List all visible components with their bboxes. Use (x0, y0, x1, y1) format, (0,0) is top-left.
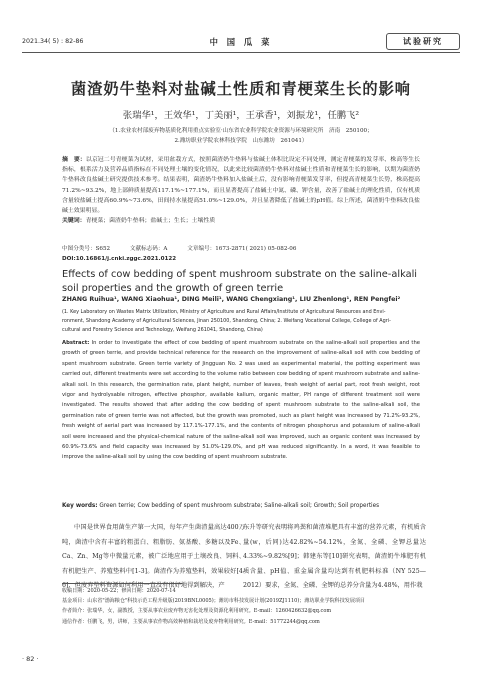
abstract-cn-label: 摘 要： (62, 156, 86, 163)
issue-info: 2021.34( 5) : 82-86 (22, 38, 84, 45)
affiliation-line: cultural and Forestry Science and Technology, Weifang 261041, Shandong, China) (62, 327, 263, 334)
affiliations-cn (30, 127, 452, 146)
body-column-left: 中国是世界食用菌生产第一大国，每年产生菌渣量高达400万吨，菌渣中含有丰富的粗蛋白、粗脂肪、氨基酸、多糖以及Fe、Ca、Zn、Mg等中微量元素，被广泛地应用于土壤改良、饲料、有机肥生产、养殖垫料中[1-3]。菌渣作为养殖垫料，效果较好[4-6]，但废弃垫料资源如何利用一直没有很好地得到解决，产 (62, 524, 245, 590)
article-number: 文章编号：1673-2871( 2021) 05-082-06 (187, 246, 297, 252)
running-header (22, 33, 460, 51)
abstract-cn (62, 155, 420, 226)
paper-title-en: Effects of cow bedding of spent mushroom substrate on the saline-alkali soil properties and the growth of green terrie (62, 269, 418, 295)
footnote-funding: 基金项目：山东省"渤海粮仓"科技示范工程升级版(2019BNL0005)；潍坊市科技发展计划(2019ZJ1110)；潍坊职业学院科技发展项目 (62, 598, 365, 605)
abstract-en-label: Abstract: (62, 340, 90, 346)
header-rule (22, 52, 460, 53)
authors-en: ZHANG Ruihua¹, WANG Xiaohua¹, DING Meili¹, WANG Chengxiang¹, LIU Zhenlong¹, REN Pengfei² (62, 296, 401, 303)
affiliation-line: (1. Key Laboratory on Wastes Matrix Utilization, Ministry of Agriculture and Rural Affairs/Institute of Agricultural Resources and Envi- (62, 309, 386, 315)
clc-number: 中图分类号：S652 (62, 246, 111, 252)
body-column-right: 东升等研究表明将鸡粪和菌渣堆肥具有丰富的营养元素，有机质含量(w，后同)达42.82%~54.12%，全氮、全磷、全钾总量达4.33%~9.82%[9]；韩建东等[10]研究表明，菌渣奶牛堆肥有机质含量、pH值、重金属含量均达到有机肥料标准（NY 525—2012）要求，全氮、全磷、全钾的总养分含量为4.48%，用作栽 (243, 524, 426, 590)
affiliation-line: 2.潍坊职业学院农林科技学院 山东潍坊 261041） (174, 137, 308, 144)
abstract-en (62, 338, 420, 463)
affiliations-en (62, 308, 424, 336)
authors-cn: 张瑞华¹，王效华¹，丁美丽¹，王承香¹，刘振龙¹，任鹏飞² (122, 110, 360, 121)
classification-meta (62, 245, 420, 255)
abstract-cn-text: 以京冠二号青梗菜为试材，采用盆栽方式，按照菌渣奶牛垫料与盐碱土体积比设定不同处理，测定青梗菜的发芽率、株高等生长指标，根系活力及营养品质指标在不同处理土壤的变化情况，以此来比较菌渣奶牛垫料对盐碱土性质和青梗菜生长的影响，以期为菌渣奶牛垫料改良盐碱土研究提供技术参考。结果表明，菌渣奶牛垫料加入盐碱土后，没有影响青梗菜发芽率，但提高青梗菜生长势，株高提高71.2%~93.2%，地上部鲜质量提高117.1%~177.1%，而且显著提高了盐碱土中氮、磷、钾含量，改善了盐碱土的理化性质，仅有机质含量较盐碱土提高60.9%~73.6%，田间持水量提高51.0%~129.0%，并且显著降低了盐碱土的pH值。综上所述，菌渣奶牛垫料改良盐碱土效果明显。 (62, 157, 421, 215)
journal-name: 中 国 瓜 菜 (209, 37, 273, 47)
document-code: 文献标志码：A (129, 246, 168, 252)
affiliation-line: （1.农业农村部废弃物基质化利用重点实验室·山东省农业科学院农业资源与环境研究所 济南 250100； (109, 128, 373, 134)
footnotes (62, 586, 442, 627)
paper-title-cn: 菌渣奶牛垫料对盐碱土性质和青梗菜生长的影响 (71, 80, 411, 98)
keywords-en (62, 503, 424, 509)
section-badge: 试验研究 (386, 33, 460, 50)
affiliation-line: ronment, Shandong Academy of Agricultural Sciences, Jinan 250100, Shandong, China; 2. Weifang Vocational College, College of Agri- (62, 318, 391, 325)
doi[interactable]: DOI:10.16861/j.cnki.zggc.2021.0122 (62, 256, 177, 262)
keywords-cn-text: 青梗菜；菌渣奶牛垫料；盐碱土；生长；土壤性质 (85, 218, 216, 225)
keywords-en-text: Green terrie; Cow bedding of spent mushroom substrate; Saline-alkali soil; Growth; Soil properties (99, 503, 380, 509)
footnote-received: 收稿日期：2020-05-22；修回日期：2020-07-14 (62, 588, 176, 594)
abstract-en-text: In order to investigate the effect of cow bedding of spent mushroom substrate on the saline-alkali soil properties and the growth of green terrie, and provide technical reference for the research on the improvement of saline-alkali soil with cow bedding of spent mushroom substrate. Green terrie variety of Jingguan No. 2 was used as experimental material, the potting experiment was carried out, different treatments were set according to the volume ratio between cow bedding of spent mushroom substrate and saline-alkali soil. In this research, the germination rate, plant height, number of leaves, fresh weight of aerial part, root fresh weight, root vigor and hydrolysable nitrogen, effective phosphor, available kalium, organic matter, PH range of different treatment soil were investigated. The results showed that after adding the cow bedding of spent mushroom substrate to the saline-alkali soil, the germination rate of green terrie was not affected, but the growth was promoted, such as plant height was increased by 71.2%-93.2%, fresh weight of aerial part was increased by 117.1%-177.1%, and the contents of nitrogen phosphorus and potassium of saline-alkali soil were increased and the physical-chemical nature of the saline-alkali soil was improved, such as organic content was increased by 60.9%-73.6% and field capacity was increased by 51.0%-129.0%, and pH was reduced significantly. In a word, it was feasible to improve the saline-alkali soil by using the cow bedding of spent mushroom substrate. (62, 340, 420, 461)
footnote-rule (62, 583, 182, 584)
footnote-corresponding: 通信作者：任鹏飞，男，讲师，主要从事农作物高效种植和栽培及废弃物利用研究。E-mail：51772244@qq.com (62, 618, 320, 625)
keywords-cn-label: 关键词： (62, 217, 86, 225)
page-number: · 82 · (22, 655, 39, 663)
footnote-author-bio: 作者简介：张瑞华，女，副教授，主要从事农业废弃物无害化处理及资源化利用研究。E-mail：1260426632@qq.com (62, 608, 332, 615)
keywords-en-label: Key words: (62, 503, 98, 509)
